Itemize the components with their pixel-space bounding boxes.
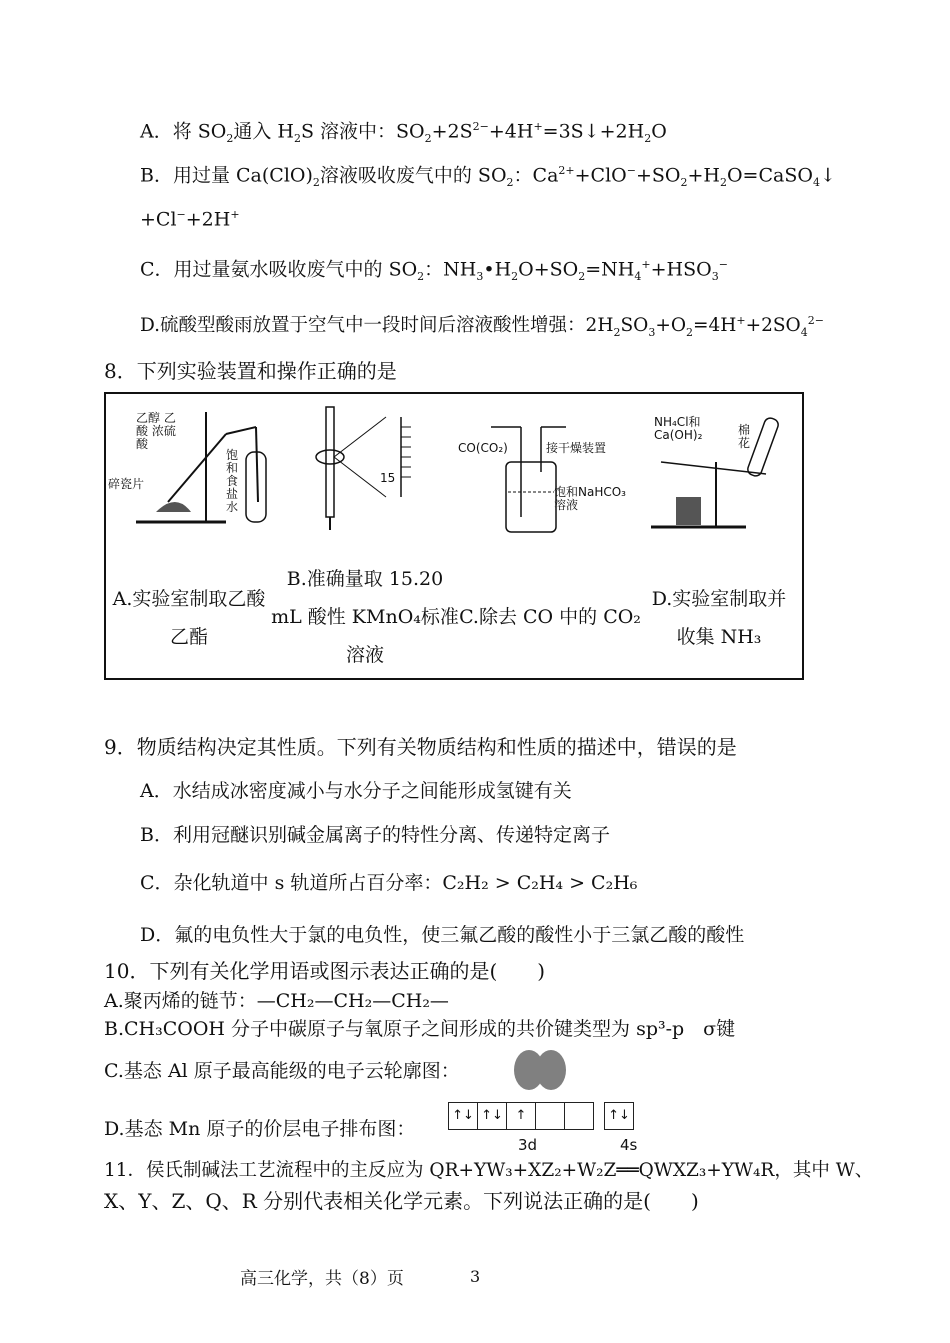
caption-b-line3: 溶液 (345, 644, 384, 666)
q7-option-b-cont: +Cl−+2H+ (140, 208, 240, 231)
label-a-salt: 饱和食盐水 (226, 448, 239, 514)
caption-d-line1: D.实验室制取并 (651, 588, 787, 610)
caption-b-line1: B.准确量取 15.20 (286, 568, 444, 590)
q10-option-a: A.聚丙烯的链节：—CH₂—CH₂—CH₂— (104, 990, 449, 1012)
q7-option-b: B．用过量 $Ca(ClO)_2$溶液吸收废气中的 $SO_2$：$Ca^{2+}+ClO^-+SO_2+H_2O=CaSO_4↓$ (140, 164, 836, 190)
caption-c: C.除去 CO 中的 CO₂ (459, 606, 641, 628)
label-c-to: 接干燥装置 (546, 441, 607, 455)
label-3d: 3d (518, 1136, 538, 1154)
orbital-3d-1: ↑↓ (448, 1102, 478, 1130)
q9-stem: 9．物质结构决定其性质。下列有关物质结构和性质的描述中，错误的是 (104, 735, 737, 759)
orbital-4s: ↑↓ (604, 1102, 634, 1130)
q9-option-c: C．杂化轨道中 s 轨道所占百分率：C₂H₂ > C₂H₄ > C₂H₆ (140, 872, 638, 894)
label-c-gas: CO(CO₂) (458, 441, 508, 455)
q11-line2: X、Y、Z、Q、R 分别代表相关化学元素。下列说法正确的是( ) (104, 1189, 699, 1213)
caption-d-line2: 收集 NH₃ (676, 626, 762, 648)
orbital-3d-4 (535, 1102, 565, 1130)
q8-stem: 8．下列实验装置和操作正确的是 (104, 359, 397, 383)
apparatus-a-drawing (106, 402, 286, 537)
q7-option-d: D.硫酸型酸雨放置于空气中一段时间后溶液酸性增强：$2H_2SO_3+O_2=4H^++2SO_4^{2-}$ (140, 314, 824, 339)
apparatus-c-drawing (486, 402, 646, 537)
page-number: 3 (470, 1267, 481, 1286)
orbital-3d-5 (564, 1102, 594, 1130)
q10-stem: 10．下列有关化学用语或图示表达正确的是( ) (104, 959, 546, 983)
orbital-3d-2: ↑↓ (477, 1102, 507, 1130)
label-d-cotton: 棉花 (738, 423, 751, 450)
q7-option-a: A．将 $SO_2$通入 $H_2S$ 溶液中：$SO_2+2S^{2-}+4H^+=3S↓+2H_2O$ (140, 120, 667, 146)
q9-option-b: B．利用冠醚识别碱金属离子的特性分离、传递特定离子 (140, 824, 610, 846)
q9-option-a: A．水结成冰密度减小与水分子之间能形成氢键有关 (140, 780, 572, 802)
q9-option-d: D．氟的电负性大于氯的电负性，使三氟乙酸的酸性小于三氯乙酸的酸性 (140, 924, 745, 946)
q11-line1: 11．侯氏制碱法工艺流程中的主反应为 QR+YW₃+XZ₂+W₂Z══QWXZ₃+YW₄R，其中 W、 (104, 1160, 874, 1181)
q10-option-d: D.基态 Mn 原子的价层电子排布图： (104, 1118, 416, 1140)
q10-option-b: B.CH₃COOH 分子中碳原子与氧原子之间形成的共价键类型为 sp³-p σ键 (104, 1018, 736, 1040)
footer-text: 高三化学，共（8）页 (240, 1269, 404, 1289)
label-a-reagents: 乙醇 乙酸 浓硫酸 (136, 411, 176, 451)
label-c-sol: 饱和NaHCO₃溶液 (554, 485, 626, 512)
label-b-scale: 15 (380, 471, 396, 485)
label-a-chips: 碎瓷片 (108, 477, 145, 491)
caption-a: A.实验室制取乙酸乙酯 (112, 588, 266, 648)
orbital-diagram (449, 1102, 634, 1130)
q7-option-c: C．用过量氨水吸收废气中的 $SO_2$：$NH_3•H_2O+SO_2=NH_4^++HSO_3^-$ (140, 258, 728, 284)
label-d-reagents: NH₄Cl和Ca(OH)₂ (654, 415, 703, 442)
orbital-3d-3: ↑ (506, 1102, 536, 1130)
q10-option-c: C.基态 Al 原子最高能级的电子云轮廓图： (104, 1060, 460, 1082)
q8-apparatus-table (104, 392, 804, 680)
caption-b-line2: mL 酸性 KMnO₄标准 (271, 606, 459, 628)
apparatus-b-drawing (306, 402, 436, 537)
label-4s: 4s (620, 1136, 638, 1154)
p-orbital-dumbbell (514, 1050, 568, 1090)
